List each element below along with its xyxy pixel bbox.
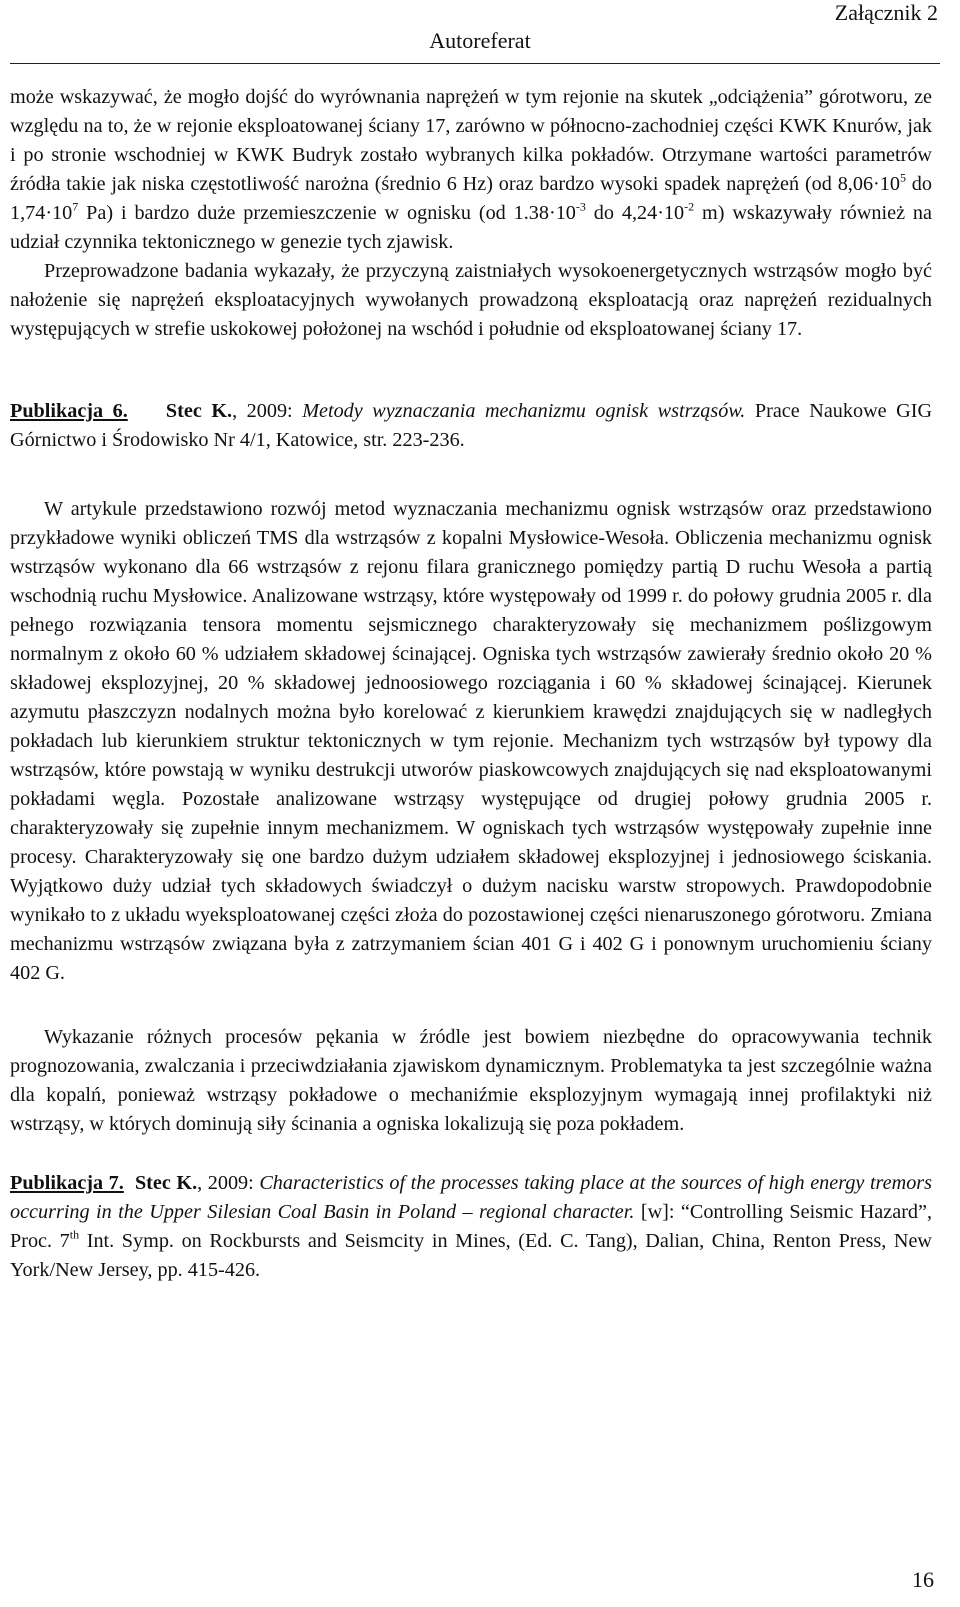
paragraph-conclusion: Przeprowadzone badania wykazały, że przyczyną zaistniałych wysokoenergetycznych wstrząsów mogło być nałożenie się naprężeń eksploatacyjnych wywołanych prowadzoną eksploatacją oraz naprężeń rezidualnych występujących w strefie uskokowej położonej na wschód i południe od eksploatowanej ściany 17. <box>10 260 932 340</box>
publication-6-title: Metody wyznaczania mechanizmu ognisk wstrząsów. <box>302 400 746 422</box>
publication-7-citation: Publikacja 7. Stec K., 2009: Characteristics of the processes taking place at the sources of high energy tremors occurring in the Upper Silesian Coal Basin in Poland – regional character. [w]: “Controlling Seismic Hazard”, Proc. 7th Int. Symp. on Rockbursts and Seismcity in Mines, (Ed. C. Tang), Dalian, China, Renton Press, New York/New Jersey, pp. 415-426. <box>10 1172 933 1281</box>
publication-6-summary: W artykule przedstawiono rozwój metod wyznaczania mechanizmu ognisk wstrząsów oraz przedstawiono przykładowe wyniki obliczeń TMS dla wstrząsów z kopalni Mysłowice-Wesoła. Obliczenia mechanizmu ognisk wstrząsów wykonano dla 66 wstrząsów z rejonu filara granicznego pomiędzy partią D ruchu Wesoła a partią wschodnią ruchu Mysłowice. Analizowane wstrząsy, które występowały od 1999 r. do połowy grudnia 2005 r. dla pełnego rozwiązania tensora momentu sejsmicznego charakteryzowały się mechanizmem poślizgowym normalnym z około 60 % udziałem składowej ścinającej. Ogniska tych wstrząsów zawierały średnio około 20 % składowej eksplozyjnej, 20 % składowej jednoosiowego rozciągania i 60 % składowej ścinającej. Kierunek azymutu płaszczyzn nodalnych można było korelować z kierunkiem krawędzi znajdujących się w nadległych pokładach lub kierunkiem struktur tektonicznych w tym rejonie. Mechanizm tych wstrząsów był typowy dla wstrząsów, które powstają w wyniku destrukcji utworów piaskowcowych znajdujących się nad eksploatowanymi pokładami węgla. Pozostałe analizowane wstrząsy występujące od drugiej połowy grudnia 2005 r. charakteryzowały się zupełnie innym mechanizmem. W ogniskach tych wstrząsów występowały zupełnie inne procesy. Charakteryzowały się one bardzo dużym udziałem składowej eksplozyjnej i jednosiowego ściskania. Wyjątkowo duży udział tych składowych świadczył o dużym nacisku warstw stropowych. Prawdopodobnie wynikało to z układu wyeksploatowanej części złoża do pozostawionej części nienaruszonego górotworu. Zmiana mechanizmu wstrząsów związana była z zatrzymaniem ścian 401 G i 402 G i ponownym uruchomieniu ściany 402 G. <box>10 498 932 984</box>
publication-6-summary-continued: Wykazanie różnych procesów pękania w źródle jest bowiem niezbędne do opracowywania technik prognozowania, zwalczania i przeciwdziałania zjawiskom dynamicznym. Problematyka ta jest szczególnie ważna dla kopalń, ponieważ wstrząsy pokładowe o mechaniźmie eksplozyjnym wymagają innej profilaktyki niż wstrząsy, w których dominują siły ścinania a ogniska lokalizują się poza pokładem. <box>10 1026 932 1135</box>
publication-6-label: Publikacja 6. <box>10 400 128 422</box>
header-title: Autoreferat <box>429 28 531 53</box>
publication-6-citation: Publikacja 6. Stec K., 2009: Metody wyznaczania mechanizmu ognisk wstrząsów. Prace Naukowe GIG Górnictwo i Środowisko Nr 4/1, Katowice, str. 223-236. <box>10 400 933 451</box>
publication-6-author: Stec K. <box>165 400 233 422</box>
publication-7-author: Stec K. <box>134 1172 198 1194</box>
publication-7-label: Publikacja 7. <box>10 1172 124 1194</box>
header-attachment: Załącznik 2 <box>834 0 938 25</box>
header-rule <box>10 63 940 64</box>
publication-7-title: Characteristics of the processes taking place at the sources of high energy tremors occurring in the Upper Silesian Coal Basin in Poland – regional character. <box>10 1172 933 1223</box>
page-number: 16 <box>912 1567 934 1592</box>
paragraph-continuation: może wskazywać, że mogło dojść do wyrównania naprężeń w tym rejonie na skutek „odciążenia” górotworu, ze względu na to, że w rejonie eksploatowanej ściany 17, zarówno w północno-zachodniej części KWK Knurów, jak i po stronie wschodniej w KWK Budryk zostało wybranych kilka pokładów. Otrzymane wartości parametrów źródła takie jak niska częstotliwość narożna (średnio 6 Hz) oraz bardzo wysoki spadek naprężeń (od $8,06\cdot 10^5$ do $1,74\cdot 10^7$ Pa) i bardzo duże przemieszczenie w ognisku (od $1.38\cdot 10^{-3}$ do $4,24\cdot 10^{-2}$ m) wskazywały również na udział czynnika tektonicznego w genezie tych zjawisk. <box>10 86 932 253</box>
document-body <box>10 83 932 1285</box>
